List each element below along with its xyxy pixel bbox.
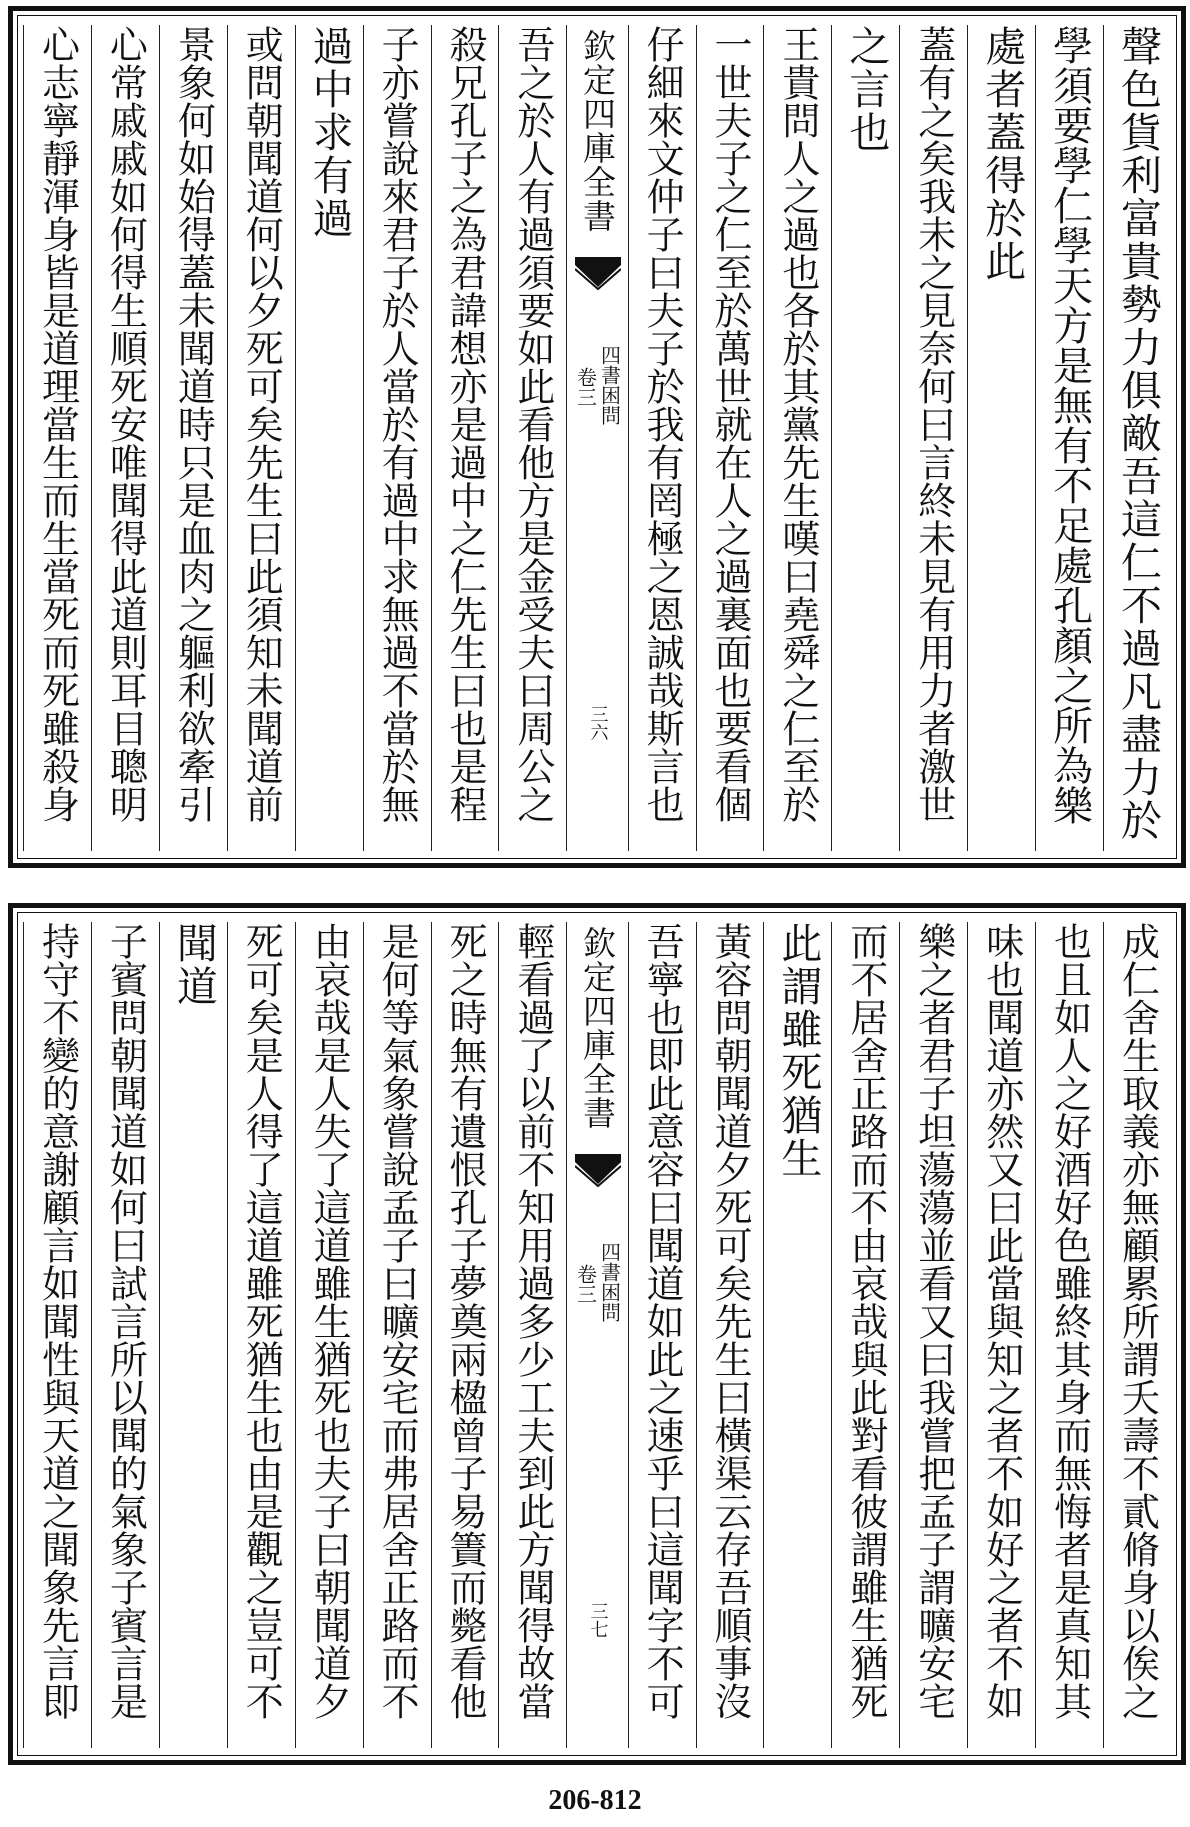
- text-column: [1035, 25, 1103, 851]
- column-text: 過中求有過: [305, 25, 354, 240]
- column-text: 景象何如始得蓋未聞道時只是血肉之軀利欲牽引: [171, 25, 216, 823]
- text-column: [91, 25, 159, 851]
- text-column: [831, 922, 899, 1748]
- column-text: 心常戚戚如何得生順死安唯聞得此道則耳目聰明: [103, 25, 148, 823]
- column-text: 持守不變的意謝顧言如聞性與天道之聞象先言即: [35, 922, 80, 1720]
- text-column: [23, 25, 91, 851]
- text-column: [431, 922, 499, 1748]
- text-column: [91, 922, 159, 1748]
- upper-columns: [23, 25, 1171, 851]
- text-column: [498, 922, 566, 1748]
- column-text: 處者蓋得於此: [978, 25, 1027, 283]
- column-text: 也且如人之好酒好色雖終其身而無悔者是真知其: [1047, 922, 1092, 1720]
- column-text: 殺兄孔子之為君諱想亦是過中之仁先生曰也是程: [443, 25, 487, 823]
- text-column: [295, 922, 363, 1748]
- column-text: 心志寧靜渾身皆是道理當生而生當死而死雖殺身: [35, 25, 80, 823]
- column-text: 是何等氣象嘗說孟子曰曠安宅而弗居舍正路而不: [375, 922, 420, 1720]
- center-fold-label: [566, 25, 627, 851]
- page-number-footer: 206-812: [548, 1785, 642, 1816]
- column-text: 聲色貨利富貴勢力俱敵吾這仁不過凡盡力於: [1114, 25, 1163, 842]
- text-column: [763, 922, 831, 1748]
- column-text: 吾之於人有過須要如此看他方是金受夫曰周公之: [510, 25, 555, 823]
- column-text: 之言也: [842, 25, 891, 154]
- text-column: [967, 922, 1035, 1748]
- text-column: [628, 25, 696, 851]
- text-column: [227, 922, 295, 1748]
- column-text: 學須要學仁學天方是無有不足處孔顏之所為樂: [1046, 25, 1093, 825]
- column-text: 王貴問人之過也各於其黨先生嘆曰堯舜之仁至於: [775, 25, 820, 823]
- text-column: [1103, 922, 1171, 1748]
- fishtail-mark-icon: [575, 1154, 621, 1188]
- text-column: [363, 25, 431, 851]
- text-column: [227, 25, 295, 851]
- text-column: [498, 25, 566, 851]
- column-text: 而不居舍正路而不由哀哉與此對看彼謂雖生猶死: [843, 922, 888, 1720]
- folio-number: 三七: [587, 1602, 609, 1638]
- column-text: 由哀哉是人失了這道雖生猶死也夫子曰朝聞道夕: [307, 922, 352, 1720]
- column-text: 味也聞道亦然又曰此當與知之者不如好之者不如: [979, 922, 1024, 1720]
- text-column: [1035, 922, 1103, 1748]
- text-column: [899, 25, 967, 851]
- text-column: [628, 922, 696, 1748]
- text-column: [159, 25, 227, 851]
- upper-page-panel: [8, 6, 1186, 868]
- text-column: [295, 25, 363, 851]
- column-text: 吾寧也即此意容曰聞道如此之速乎曰這聞字不可: [640, 922, 685, 1720]
- fishtail-mark-icon: [575, 257, 621, 291]
- column-text: 或問朝聞道何以夕死可矣先生曰此須知未聞道前: [239, 25, 284, 823]
- lower-columns: [23, 922, 1171, 1748]
- text-column: [696, 25, 764, 851]
- text-column: [1103, 25, 1171, 851]
- series-title: 欽定四庫全書: [578, 926, 617, 1130]
- text-column: [363, 922, 431, 1748]
- column-text: 仔細來文仲子曰夫子於我有罔極之恩誠哉斯言也: [640, 25, 685, 823]
- text-column: [159, 922, 227, 1748]
- column-text: 子亦嘗說來君子於人當於有過中求無過不當於無: [375, 25, 420, 823]
- column-text: 死可矣是人得了這道雖死猶生也由是觀之豈可不: [239, 922, 284, 1720]
- column-text: 一世夫子之仁至於萬世就在人之過裏面也要看個: [708, 25, 752, 823]
- text-column: [899, 922, 967, 1748]
- text-column: [696, 922, 764, 1748]
- text-column: [967, 25, 1035, 851]
- column-text: 樂之者君子坦蕩蕩並看又曰我嘗把孟子謂曠安宅: [911, 922, 956, 1720]
- center-fold-label: [566, 922, 627, 1748]
- lower-page-panel: [8, 903, 1186, 1765]
- column-text: 蓋有之矣我未之見奈何曰言終未見有用力者激世: [911, 25, 956, 823]
- column-text: 子賓問朝聞道如何曰試言所以聞的氣象子賓言是: [103, 922, 148, 1720]
- book-volume-label: [573, 345, 622, 425]
- series-title: 欽定四庫全書: [578, 29, 617, 233]
- book-name: 四書困問: [597, 1242, 622, 1322]
- volume-number: 卷三: [573, 367, 598, 407]
- column-text: 死之時無有遺恨孔子夢奠兩楹曾子易簀而斃看他: [443, 922, 487, 1720]
- column-text: 聞道: [169, 922, 218, 1008]
- text-column: [23, 922, 91, 1748]
- book-volume-label: [573, 1242, 622, 1322]
- column-text: 輕看過了以前不知用過多少工夫到此方聞得故當: [510, 922, 555, 1720]
- text-column: [431, 25, 499, 851]
- text-column: [831, 25, 899, 851]
- column-text: 此謂雖死猶生: [774, 922, 823, 1180]
- book-name: 四書困問: [597, 345, 622, 425]
- folio-number: 三六: [587, 705, 609, 741]
- text-column: [763, 25, 831, 851]
- column-text: 黃容問朝聞道夕死可矣先生曰橫渠云存吾順事沒: [708, 922, 752, 1720]
- column-text: 成仁舍生取義亦無顧累所謂夭壽不貳脩身以俟之: [1115, 922, 1160, 1720]
- volume-number: 卷三: [573, 1264, 598, 1304]
